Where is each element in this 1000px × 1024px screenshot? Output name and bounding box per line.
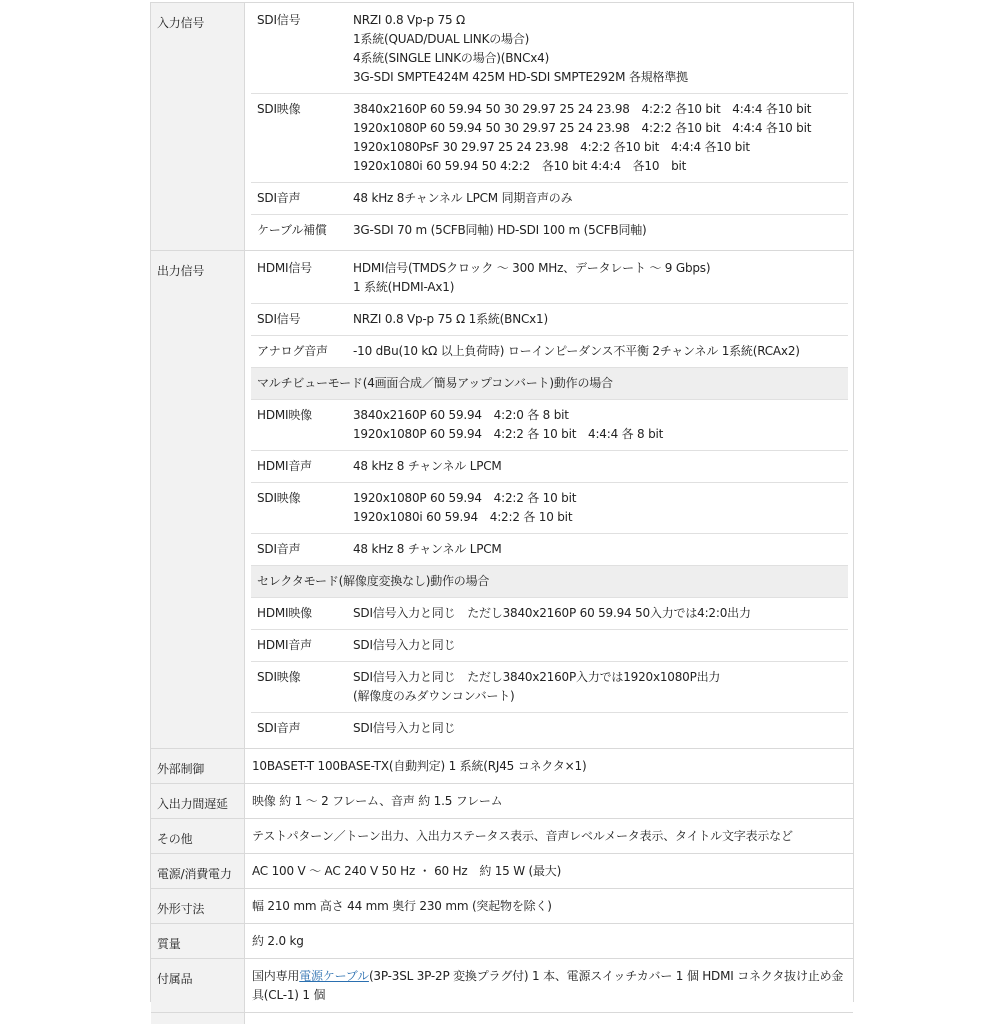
row-value: HDMI信号(TMDSクロック 〜 300 MHz、データレート 〜 9 Gbps) 1 系統(HDMI-Ax1) xyxy=(353,261,711,294)
category-label: その他 xyxy=(151,819,245,853)
category-label: 外形寸法 xyxy=(151,889,245,923)
spec-row xyxy=(251,630,848,662)
row-value: 3840x2160P 60 59.94 4:2:0 各 8 bit 1920x1080P 60 59.94 4:2:2 各 10 bit 4:4:4 各 8 bit xyxy=(353,408,664,441)
category-label: 入出力間遅延 xyxy=(151,784,245,818)
spec-row xyxy=(251,336,848,368)
dimensions-section xyxy=(151,889,853,924)
accessories-suffix: (3P-3SL 3P-2P 変換プラグ付) 1 本、電源スイッチカバー 1 個 HDMI コネクタ抜け止め金具(CL-1) 1 個 xyxy=(252,969,844,1002)
other-section xyxy=(151,819,853,854)
row-value: NRZI 0.8 Vp-p 75 Ω 1系統(QUAD/DUAL LINKの場合) 4系統(SINGLE LINKの場合)(BNCx4) 3G-SDI SMPTE424M 425M HD-SDI SMPTE292M 各規格準拠 xyxy=(353,13,688,84)
row-value: SDI信号入力と同じ ただし3840x2160P 60 59.94 50入力では4:2:0出力 xyxy=(353,606,751,620)
row-value: SDI信号入力と同じ ただし3840x2160P入力では1920x1080P出力 (解像度のみダウンコンバート) xyxy=(353,670,721,703)
row-label: HDMI映像 xyxy=(257,606,312,620)
row-value: 48 kHz 8 チャンネル LPCM xyxy=(353,542,502,556)
output-signal-section xyxy=(151,251,853,749)
row-value: -10 dBu(10 kΩ 以上負荷時) ローインピーダンス不平衡 2チャンネル 1系統(RCAx2) xyxy=(353,344,800,358)
row-label: HDMI信号 xyxy=(257,261,312,275)
category-label: 質量 xyxy=(151,924,245,958)
row-value: 3840x2160P 60 59.94 50 30 29.97 25 24 23.98 4:2:2 各10 bit 4:4:4 各10 bit 1920x1080P 60 59.94 50 30 29.97 25 24 23.98 4:2:2 各10 bit 4:4:4 各10 bit 1920x1080PsF 30 29.97 25 24 23.98 4:2:2 各10 bit 4:4:4 各10 bit 1920x1080i 60 59.94 50 4:2:2 各10 bit 4:4:4 各10 bit xyxy=(353,102,812,173)
row-value: 約 2.0 kg xyxy=(252,934,304,948)
category-column-edge xyxy=(151,1013,245,1024)
row-label: SDI信号 xyxy=(257,13,301,27)
row-value: NRZI 0.8 Vp-p 75 Ω 1系統(BNCx1) xyxy=(353,312,548,326)
selector-mode-heading: セレクタモード(解像度変換なし)動作の場合 xyxy=(251,566,848,598)
accessories-section xyxy=(151,959,853,1013)
latency-section xyxy=(151,784,853,819)
row-value: 48 kHz 8チャンネル LPCM 同期音声のみ xyxy=(353,191,573,205)
row-value: テストパターン／トーン出力、入出力ステータス表示、音声レベルメータ表示、タイトル文字表示など xyxy=(252,829,793,843)
spec-row xyxy=(251,713,848,744)
power-section xyxy=(151,854,853,889)
row-label: SDI信号 xyxy=(257,312,301,326)
row-value: 3G-SDI 70 m (5CFB同軸) HD-SDI 100 m (5CFB同軸) xyxy=(353,223,647,237)
row-label: HDMI映像 xyxy=(257,408,312,422)
row-label: SDI音声 xyxy=(257,191,301,205)
spec-row xyxy=(251,304,848,336)
power-cable-link[interactable]: 電源ケーブル xyxy=(299,969,369,983)
row-label: SDI音声 xyxy=(257,721,301,735)
row-label: SDI映像 xyxy=(257,670,301,684)
row-label: HDMI音声 xyxy=(257,459,312,473)
external-control-section xyxy=(151,749,853,784)
accessories-value xyxy=(246,959,853,1012)
accessories-prefix: 国内専用 xyxy=(252,969,300,983)
row-value: 幅 210 mm 高さ 44 mm 奥行 230 mm (突起物を除く) xyxy=(252,899,552,913)
row-value: 48 kHz 8 チャンネル LPCM xyxy=(353,459,502,473)
spec-row xyxy=(251,94,848,183)
input-signal-section xyxy=(151,2,853,251)
spec-row xyxy=(251,253,848,304)
spec-row xyxy=(251,662,848,713)
category-label: 外部制御 xyxy=(151,749,245,783)
row-value: 映像 約 1 〜 2 フレーム、音声 約 1.5 フレーム xyxy=(252,794,503,808)
spec-row xyxy=(251,534,848,566)
spec-row xyxy=(251,451,848,483)
row-value: AC 100 V 〜 AC 240 V 50 Hz ・ 60 Hz 約 15 W (最大) xyxy=(252,864,562,878)
spec-row xyxy=(251,483,848,534)
category-label: 入力信号 xyxy=(151,3,245,250)
input-signal-rows xyxy=(246,3,853,250)
spec-table xyxy=(150,2,854,1002)
row-value: SDI信号入力と同じ xyxy=(353,721,456,735)
row-label: SDI映像 xyxy=(257,102,301,116)
row-value: 1920x1080P 60 59.94 4:2:2 各 10 bit 1920x1080i 60 59.94 4:2:2 各 10 bit xyxy=(353,491,577,524)
row-label: アナログ音声 xyxy=(257,344,328,358)
spec-row xyxy=(251,5,848,94)
row-label: HDMI音声 xyxy=(257,638,312,652)
spec-row xyxy=(251,215,848,246)
row-label: ケーブル補償 xyxy=(257,223,327,237)
row-label: SDI映像 xyxy=(257,491,301,505)
table-bottom-edge xyxy=(151,1013,853,1017)
spec-row xyxy=(251,598,848,630)
category-label: 電源/消費電力 xyxy=(151,854,245,888)
weight-section xyxy=(151,924,853,959)
spec-row xyxy=(251,183,848,215)
row-value: 10BASET-T 100BASE-TX(自動判定) 1 系統(RJ45 コネクタ×1) xyxy=(252,759,587,773)
spec-row xyxy=(251,400,848,451)
category-label: 付属品 xyxy=(151,959,245,1012)
row-value: SDI信号入力と同じ xyxy=(353,638,456,652)
output-signal-rows xyxy=(246,251,853,748)
multiview-mode-heading: マルチビューモード(4画面合成／簡易アップコンバート)動作の場合 xyxy=(251,368,848,400)
row-label: SDI音声 xyxy=(257,542,301,556)
category-label: 出力信号 xyxy=(151,251,245,748)
